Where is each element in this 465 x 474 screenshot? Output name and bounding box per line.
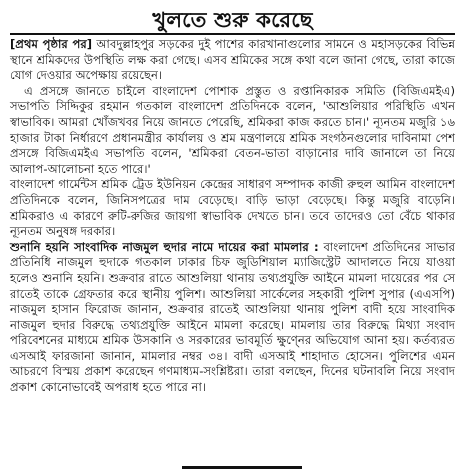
next-section-fragment [182,466,302,474]
article-body [10,37,455,396]
headline-rule [10,33,455,35]
headline: খুলতে শুরু করেছে [152,8,313,32]
lead-text: আবদুল্লাহপুর সড়কের দুই পাশের কারখানাগুলোর সামনে ও মহাসড়কের বিভিন্ন স্থানে শ্রমিকদের উপস্থিতি লক্ষ করা গেছে। এসব শ্রমিকের সঙ্গে কথা বলে জানা গেছে, তারা কাজে যোগ দেওয়ার অপেক্ষায় রয়েছেন। [10,37,455,83]
sub-heading: শুনানি হয়নি সাংবাদিক নাজমুল হুদার নামে দায়ের করা মামলার : [10,239,319,254]
continuation-marker: [প্রথম পৃষ্ঠার পর] [10,37,93,51]
paragraph-hearing [10,240,455,396]
paragraph-bgmea: এ প্রসঙ্গে জানতে চাইলে বাংলাদেশ পোশাক প্রস্তুত ও রপ্তানিকারক সমিতি (বিজিএমইএ) সভাপতি সিদ্দিকুর রহমান গতকাল বাংলাদেশ প্রতিদিনকে বলেন, 'আশুলিয়ার পরিস্থিতি এখন স্বাভাবিক। আমরা খোঁজখবর নিয়ে জানতে পেরেছি, শ্রমিকরা কাজ করতে চান।' ন্যূনতম মজুরি ১৬ হাজার টাকা নির্ধারণে প্রধানমন্ত্রীর কার্যালয় ও শ্রম মন্ত্রণালয়ে শ্রমিক সংগঠনগুলোর দাবিনামা পেশ প্রসঙ্গে বিজিএমইএ সভাপতি বলেন, 'শ্রমিকরা বেতন-ভাতা বাড়ানোর দাবি জানালে তা নিয়ে আলাপ-আলোচনা হতে পারে।' [10,83,455,176]
hearing-text: বাংলাদেশ প্রতিদিনের সাভার প্রতিনিধি নাজমুল হুদাকে গতকাল ঢাকার চিফ জুডিশিয়াল ম্যাজিস্ট্রেট আদালতে নিয়ে যাওয়া হলেও শুনানি হয়নি। শুক্রবার রাতে আশুলিয়া থানায় তথ্যপ্রযুক্তি আইনে মামলা দায়েরের পর সে রাতেই তাকে গ্রেফতার করে স্থানীয় পুলিশ। আশুলিয়া সার্কেলের সহকারী পুলিশ সুপার (এএসপি) নাজমুল হাসান ফিরোজ জানান, শুক্রবার রাতেই আশুলিয়া থানায় পুলিশ বাদী হয়ে সাংবাদিক নাজমুল হুদার বিরুদ্ধে তথ্যপ্রযুক্তি আইনে মামলা করেছে। মামলায় তার বিরুদ্ধে মিথ্যা সংবাদ পরিবেশনের মাধ্যমে শ্রমিক উসকানি ও সরকারের ভাবমূর্তি ক্ষুণ্নের অভিযোগ আনা হয়। কর্তব্যরত এসআই ফারজানা জানান, মামলার নম্বর ৩৪। বাদী এসআই শাহাদাত হোসেন। পুলিশের এমন আচরণে বিস্ময় প্রকাশ করেছেন গণমাধ্যম-সংশ্লিষ্টরা। তারা বলছেন, দিনের ঘটনাবলি নিয়ে সংবাদ প্রকাশ কোনোভাবেই অপরাধ হতে পারে না। [10,239,456,395]
lead-paragraph [10,37,455,84]
paragraph-union: বাংলাদেশ গার্মেন্টস শ্রমিক ট্রেড ইউনিয়ন কেন্দ্রের সাধারণ সম্পাদক কাজী রুহুল আমিন বাংলাদেশ প্রতিদিনকে বলেন, জিনিসপত্রের দাম বেড়েছে। বাড়ি ভাড়া বেড়েছে। কিন্তু মজুরি বাড়েনি। শ্রমিকরাও এ কারণে রুটি-রুজির জায়গা স্বাভাবিক দেখতে চান। তবে তাদেরও তো বেঁচে থাকার ন্যূনতম অনুষঙ্গ দরকার। [10,177,455,239]
